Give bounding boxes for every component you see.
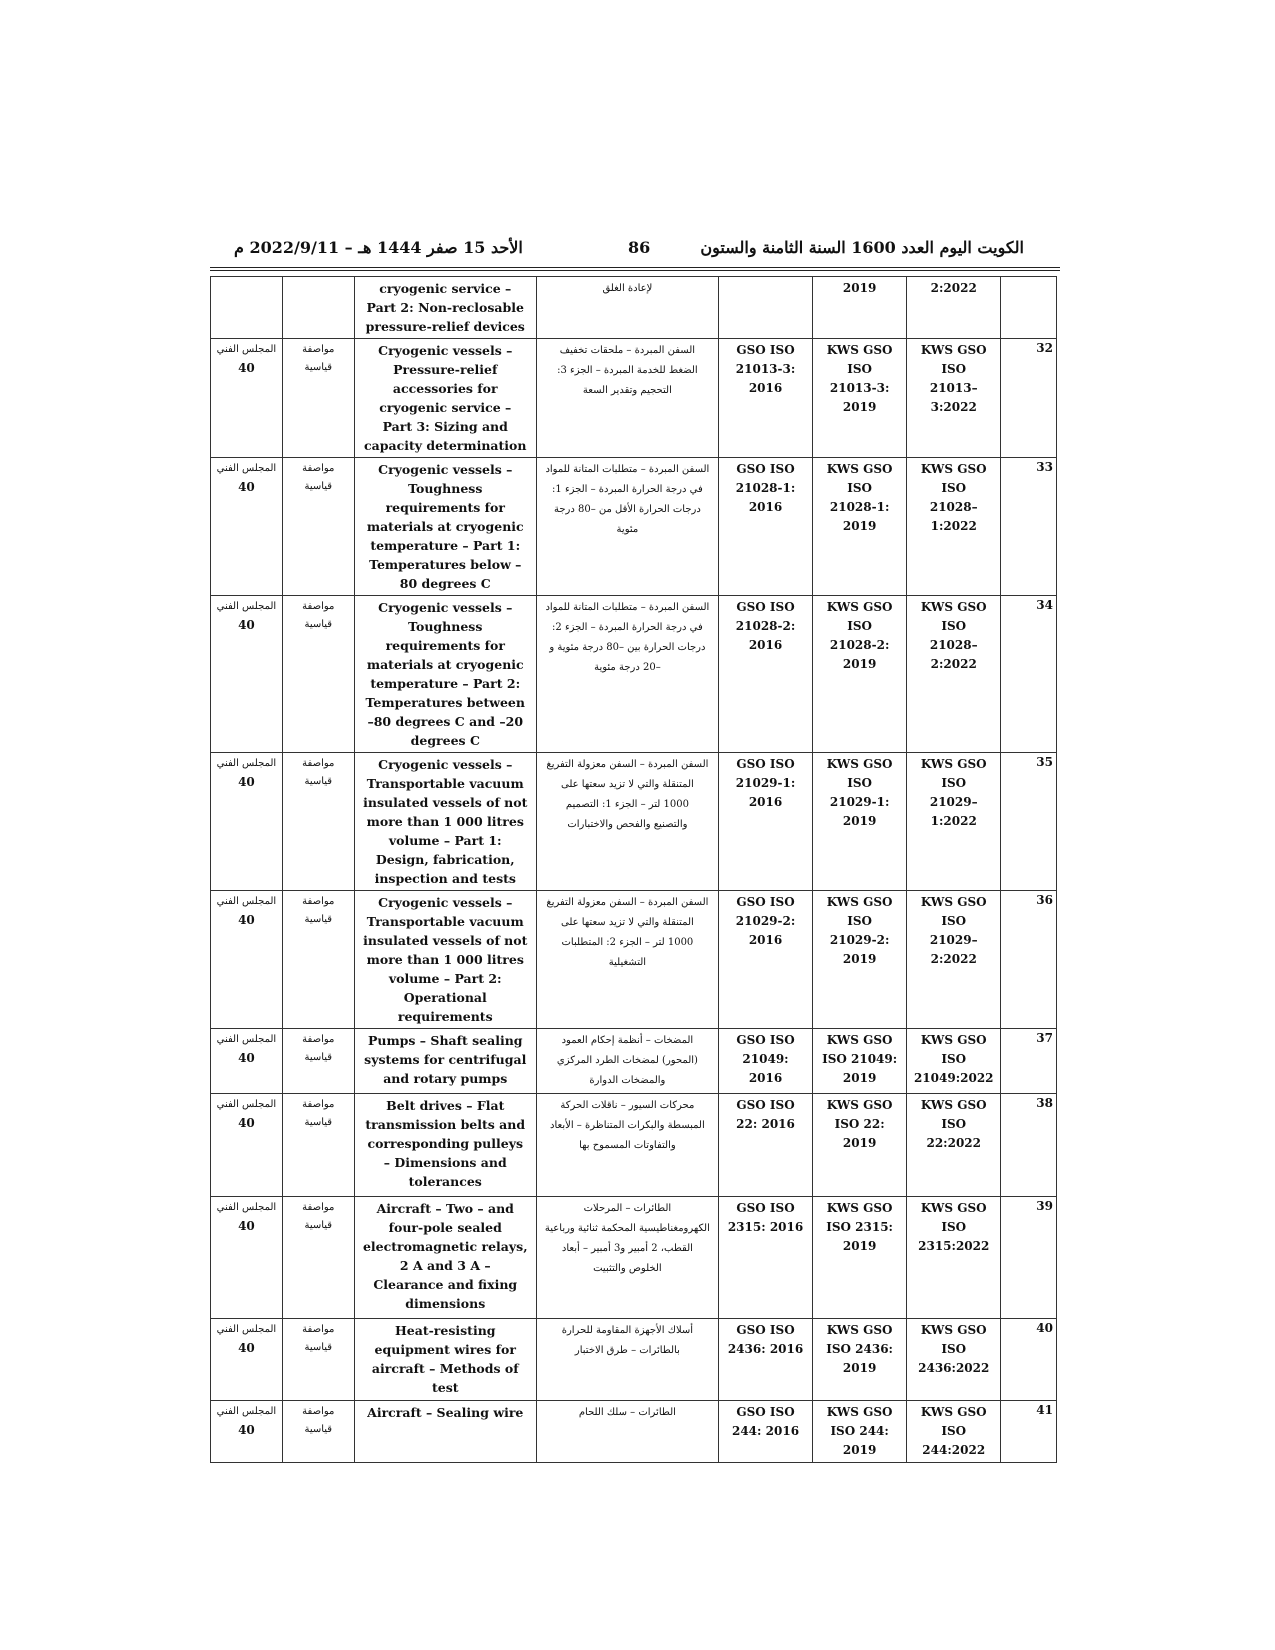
document-type-line1: مواصفة [302, 1324, 335, 1335]
row-number: 32 [1036, 341, 1053, 355]
approving-body-number: 40 [238, 480, 255, 494]
table-row [211, 339, 1057, 458]
english-title: Cryogenic vessels – Toughness requirements for materials at cryogenic temperature – Part 1: Temperatures below – 80 degrees C [366, 462, 524, 591]
gso-reference: GSO ISO 2436: 2016 [727, 1323, 804, 1356]
english-title: Heat-resisting equipment wires for aircraft – Methods of test [371, 1323, 519, 1395]
arabic-title: السفن المبردة – ملحقات تخفيف الضغط للخدمة المبردة – الجزء 3: التحجيم وتقدير السعة [557, 345, 698, 396]
kws-2022-reference: KWS GSO ISO 2436:2022 [918, 1323, 990, 1375]
approving-body-name: المجلس الفني [216, 758, 277, 769]
english-title: Cryogenic vessels – Toughness requirements for materials at cryogenic temperature – Part 2: Temperatures between –80 degrees C and –20 degrees C [365, 600, 525, 748]
gso-reference: GSO ISO 21013-3: 2016 [735, 343, 796, 395]
kws-2019-reference: KWS GSO ISO 21049: 2019 [822, 1033, 898, 1085]
document-type-line2: قياسية [304, 619, 333, 630]
table-row [211, 753, 1057, 891]
kws-2019-reference: KWS GSO ISO 2315: 2019 [826, 1201, 893, 1253]
english-title-cell [354, 339, 536, 458]
row-number-cell [1001, 1094, 1057, 1197]
kws-2022-reference-cell [907, 891, 1001, 1029]
gso-reference-cell [718, 596, 812, 753]
document-type-cell [282, 1197, 354, 1319]
arabic-title-cell [536, 1319, 718, 1401]
header-rule-top [210, 267, 1060, 268]
document-type-line2: قياسية [304, 776, 333, 787]
arabic-title-cell [536, 1401, 718, 1463]
document-type-cell [282, 1319, 354, 1401]
arabic-title-cell [536, 458, 718, 596]
kws-2019-reference-cell [813, 753, 907, 891]
table-row [211, 1197, 1057, 1319]
header-rule-bottom [210, 270, 1060, 271]
approving-body-number: 40 [238, 775, 255, 789]
row-number: 40 [1036, 1321, 1053, 1335]
kws-2019-reference-cell [813, 458, 907, 596]
arabic-title-cell [536, 596, 718, 753]
kws-2019-reference-cell [813, 339, 907, 458]
approving-body-name: المجلس الفني [216, 1034, 277, 1045]
kws-2022-reference-cell [907, 339, 1001, 458]
issue-date: الأحد 15 صفر 1444 هـ – 2022/9/11 م [234, 238, 523, 257]
table-row [211, 1094, 1057, 1197]
arabic-title: السفن المبردة – السفن معزولة التفريغ المتنقلة والتي لا تزيد سعتها على 1000 لتر – الجزء 1: التصميم والتصنيع والفحص والاختبارات [546, 759, 709, 830]
kws-2022-reference: KWS GSO ISO 244:2022 [920, 1405, 987, 1457]
approving-body-name: المجلس الفني [216, 601, 277, 612]
document-type-line1: مواصفة [302, 1406, 335, 1417]
approving-body-number: 40 [238, 913, 255, 927]
document-type-line2: قياسية [304, 1424, 333, 1435]
gso-reference-cell [718, 891, 812, 1029]
kws-2019-reference-cell [813, 1094, 907, 1197]
kws-2022-reference: KWS GSO ISO 2315:2022 [918, 1201, 990, 1253]
kws-2022-reference-cell [907, 458, 1001, 596]
document-type-line2: قياسية [304, 1220, 333, 1231]
kws-2022-reference: KWS GSO ISO 21028– 2:2022 [920, 600, 987, 671]
arabic-title: الطائرات – سلك اللحام [578, 1407, 676, 1418]
document-type-line1: مواصفة [302, 1099, 335, 1110]
row-number: 35 [1036, 755, 1053, 769]
document-type-line1: مواصفة [302, 344, 335, 355]
row-number: 36 [1036, 893, 1053, 907]
english-title: Belt drives – Flat transmission belts and corresponding pulleys – Dimensions and tolerances [365, 1098, 526, 1189]
approving-body-number: 40 [238, 1423, 255, 1437]
kws-2019-reference-cell [813, 596, 907, 753]
kws-2022-reference-cell [907, 596, 1001, 753]
approving-body-cell [211, 1029, 283, 1094]
document-type-cell [282, 753, 354, 891]
row-number: 33 [1036, 460, 1053, 474]
gso-reference: GSO ISO 244: 2016 [731, 1405, 800, 1438]
kws-2022-reference-cell [907, 1094, 1001, 1197]
kws-2019-reference: KWS GSO ISO 21028-2: 2019 [826, 600, 893, 671]
english-title-cell [354, 1197, 536, 1319]
kws-2022-reference: KWS GSO ISO 21049:2022 [913, 1033, 994, 1085]
gso-reference: GSO ISO 21029-2: 2016 [735, 895, 796, 947]
approving-body-name: المجلس الفني [216, 344, 277, 355]
arabic-title-cell [536, 753, 718, 891]
approving-body-number: 40 [238, 361, 255, 375]
table-row [211, 458, 1057, 596]
kws-2019-reference: KWS GSO ISO 21029-1: 2019 [826, 757, 893, 828]
english-title: Pumps – Shaft sealing systems for centrifugal and rotary pumps [364, 1033, 527, 1086]
arabic-title-cell [536, 891, 718, 1029]
approving-body-number: 40 [238, 1116, 255, 1130]
english-title: Aircraft – Two – and four-pole sealed electromagnetic relays, 2 A and 3 A – Clearance and fixing dimensions [362, 1201, 528, 1311]
kws-2019-reference: KWS GSO ISO 2436: 2019 [826, 1323, 893, 1375]
gso-reference-cell [718, 277, 812, 339]
document-type-line1: مواصفة [302, 896, 335, 907]
document-type-line1: مواصفة [302, 758, 335, 769]
english-title-cell [354, 891, 536, 1029]
approving-body-cell [211, 1197, 283, 1319]
arabic-title-cell [536, 277, 718, 339]
document-type-line1: مواصفة [302, 601, 335, 612]
row-number-cell [1001, 1197, 1057, 1319]
document-type-cell [282, 1094, 354, 1197]
english-title: Cryogenic vessels – Transportable vacuum insulated vessels of not more than 1 000 litres volume – Part 1: Design, fabrication, inspection and tests [363, 757, 528, 886]
english-title-cell [354, 1029, 536, 1094]
kws-2022-reference-cell [907, 277, 1001, 339]
kws-2022-reference: KWS GSO ISO 21029– 1:2022 [920, 757, 987, 828]
english-title-cell [354, 277, 536, 339]
document-type-line2: قياسية [304, 362, 333, 373]
document-type-cell [282, 1401, 354, 1463]
arabic-title: أسلاك الأجهزة المقاومة للحرارة بالطائرات – طرق الاختبار [561, 1325, 694, 1356]
page-number: 86 [628, 238, 651, 257]
document-type-cell [282, 277, 354, 339]
row-number: 37 [1036, 1031, 1053, 1045]
kws-2019-reference-cell [813, 1401, 907, 1463]
arabic-title: المضخات – أنظمة إحكام العمود (المحور) لمضخات الطرد المركزي والمضخات الدوارة [556, 1035, 698, 1086]
row-number: 38 [1036, 1096, 1053, 1110]
approving-body-cell [211, 1094, 283, 1197]
row-number-cell [1001, 753, 1057, 891]
row-number-cell [1001, 891, 1057, 1029]
english-title: Cryogenic vessels – Pressure-relief accessories for cryogenic service – Part 3: Sizing and capacity determination [364, 343, 527, 453]
row-number-cell [1001, 596, 1057, 753]
kws-2022-reference: KWS GSO ISO 21029– 2:2022 [920, 895, 987, 966]
approving-body-number: 40 [238, 618, 255, 632]
gso-reference: GSO ISO 21029-1: 2016 [735, 757, 796, 809]
kws-2019-reference-cell [813, 1319, 907, 1401]
gso-reference-cell [718, 1197, 812, 1319]
table-row [211, 596, 1057, 753]
approving-body-cell [211, 596, 283, 753]
kws-2019-reference: KWS GSO ISO 21028-1: 2019 [826, 462, 893, 533]
row-number-cell [1001, 277, 1057, 339]
approving-body-number: 40 [238, 1341, 255, 1355]
row-number-cell [1001, 1319, 1057, 1401]
kws-2019-reference: KWS GSO ISO 21013-3: 2019 [826, 343, 893, 414]
document-type-line1: مواصفة [302, 1202, 335, 1213]
approving-body-name: المجلس الفني [216, 896, 277, 907]
kws-2022-reference: KWS GSO ISO 21028– 1:2022 [920, 462, 987, 533]
approving-body-name: المجلس الفني [216, 463, 277, 474]
approving-body-cell [211, 458, 283, 596]
standards-table [210, 276, 1057, 1463]
kws-2022-reference-cell [907, 1197, 1001, 1319]
kws-2019-reference: KWS GSO ISO 21029-2: 2019 [826, 895, 893, 966]
standards-table-body [211, 277, 1057, 1463]
document-type-cell [282, 458, 354, 596]
table-row [211, 277, 1057, 339]
gso-reference: GSO ISO 2315: 2016 [727, 1201, 804, 1234]
kws-2019-reference-cell [813, 1029, 907, 1094]
document-type-cell [282, 891, 354, 1029]
approving-body-name: المجلس الفني [216, 1324, 277, 1335]
document-type-line2: قياسية [304, 914, 333, 925]
arabic-title-cell [536, 1029, 718, 1094]
gso-reference-cell [718, 339, 812, 458]
english-title: cryogenic service – Part 2: Non-reclosable pressure-relief devices [365, 281, 525, 334]
arabic-title: السفن المبردة – متطلبات المتانة للمواد في درجة الحرارة المبردة – الجزء 1: درجات الحرارة الأقل من –80 درجة مئوية [545, 464, 710, 535]
table-row [211, 891, 1057, 1029]
document-type-cell [282, 339, 354, 458]
row-number-cell [1001, 339, 1057, 458]
gso-reference-cell [718, 1319, 812, 1401]
row-number: 41 [1036, 1403, 1053, 1417]
kws-2019-reference-cell [813, 1197, 907, 1319]
document-type-line2: قياسية [304, 1117, 333, 1128]
row-number: 39 [1036, 1199, 1053, 1213]
gso-reference-cell [718, 1094, 812, 1197]
kws-2019-reference: 2019 [842, 281, 877, 295]
approving-body-cell [211, 1401, 283, 1463]
approving-body-cell [211, 753, 283, 891]
approving-body-cell [211, 339, 283, 458]
arabic-title-cell [536, 339, 718, 458]
kws-2019-reference: KWS GSO ISO 244: 2019 [826, 1405, 893, 1457]
row-number-cell [1001, 1401, 1057, 1463]
approving-body-cell [211, 891, 283, 1029]
kws-2022-reference: KWS GSO ISO 21013– 3:2022 [920, 343, 987, 414]
kws-2019-reference-cell [813, 891, 907, 1029]
approving-body-number: 40 [238, 1219, 255, 1233]
approving-body-cell [211, 1319, 283, 1401]
english-title-cell [354, 458, 536, 596]
gso-reference: GSO ISO 21049: 2016 [736, 1033, 795, 1085]
english-title-cell [354, 596, 536, 753]
gso-reference: GSO ISO 21028-1: 2016 [735, 462, 796, 514]
kws-2022-reference-cell [907, 753, 1001, 891]
document-type-line1: مواصفة [302, 1034, 335, 1045]
publication-title: الكويت اليوم العدد 1600 السنة الثامنة والستون [700, 238, 1024, 257]
kws-2022-reference-cell [907, 1401, 1001, 1463]
row-number-cell [1001, 458, 1057, 596]
gso-reference: GSO ISO 22: 2016 [736, 1098, 795, 1131]
approving-body-cell [211, 277, 283, 339]
gso-reference-cell [718, 1401, 812, 1463]
gso-reference: GSO ISO 21028-2: 2016 [735, 600, 796, 652]
approving-body-number: 40 [238, 1051, 255, 1065]
document-type-line2: قياسية [304, 481, 333, 492]
arabic-title-cell [536, 1094, 718, 1197]
arabic-title-cell [536, 1197, 718, 1319]
arabic-title: لإعادة الغلق [602, 283, 653, 294]
gso-reference-cell [718, 1029, 812, 1094]
document-type-line1: مواصفة [302, 463, 335, 474]
english-title-cell [354, 1094, 536, 1197]
document-type-line2: قياسية [304, 1052, 333, 1063]
kws-2022-reference-cell [907, 1319, 1001, 1401]
english-title-cell [354, 753, 536, 891]
gso-reference-cell [718, 458, 812, 596]
english-title-cell [354, 1401, 536, 1463]
document-type-line2: قياسية [304, 1342, 333, 1353]
document-type-cell [282, 1029, 354, 1094]
arabic-title: السفن المبردة – متطلبات المتانة للمواد في درجة الحرارة المبردة – الجزء 2: درجات الحرارة بين –80 درجة مئوية و –20 درجة مئوية [545, 602, 710, 673]
arabic-title: الطائرات – المرحلات الكهرومغناطيسية المحكمة ثنائية ورباعية القطب، 2 أمبير و3 أمبير – أبعاد الخلوص والتثبيت [544, 1203, 710, 1274]
arabic-title: السفن المبردة – السفن معزولة التفريغ المتنقلة والتي لا تزيد سعتها على 1000 لتر – الجزء 2: المتطلبات التشغيلية [546, 897, 709, 968]
english-title: Aircraft – Sealing wire [367, 1405, 524, 1420]
kws-2022-reference: 2:2022 [930, 281, 977, 295]
approving-body-name: المجلس الفني [216, 1099, 277, 1110]
kws-2022-reference: KWS GSO ISO 22:2022 [920, 1098, 987, 1150]
arabic-title: محركات السيور – ناقلات الحركة المبسطة والبكرات المتناظرة – الأبعاد والتفاوتات المسموح بها [550, 1100, 705, 1151]
page-header [210, 238, 1024, 260]
approving-body-name: المجلس الفني [216, 1202, 277, 1213]
english-title-cell [354, 1319, 536, 1401]
document-type-cell [282, 596, 354, 753]
row-number-cell [1001, 1029, 1057, 1094]
row-number: 34 [1036, 598, 1053, 612]
kws-2019-reference: KWS GSO ISO 22: 2019 [826, 1098, 893, 1150]
kws-2022-reference-cell [907, 1029, 1001, 1094]
english-title: Cryogenic vessels – Transportable vacuum insulated vessels of not more than 1 000 litres volume – Part 2: Operational requirements [363, 895, 528, 1024]
table-row [211, 1401, 1057, 1463]
table-row [211, 1319, 1057, 1401]
table-row [211, 1029, 1057, 1094]
gso-reference-cell [718, 753, 812, 891]
approving-body-name: المجلس الفني [216, 1406, 277, 1417]
kws-2019-reference-cell [813, 277, 907, 339]
